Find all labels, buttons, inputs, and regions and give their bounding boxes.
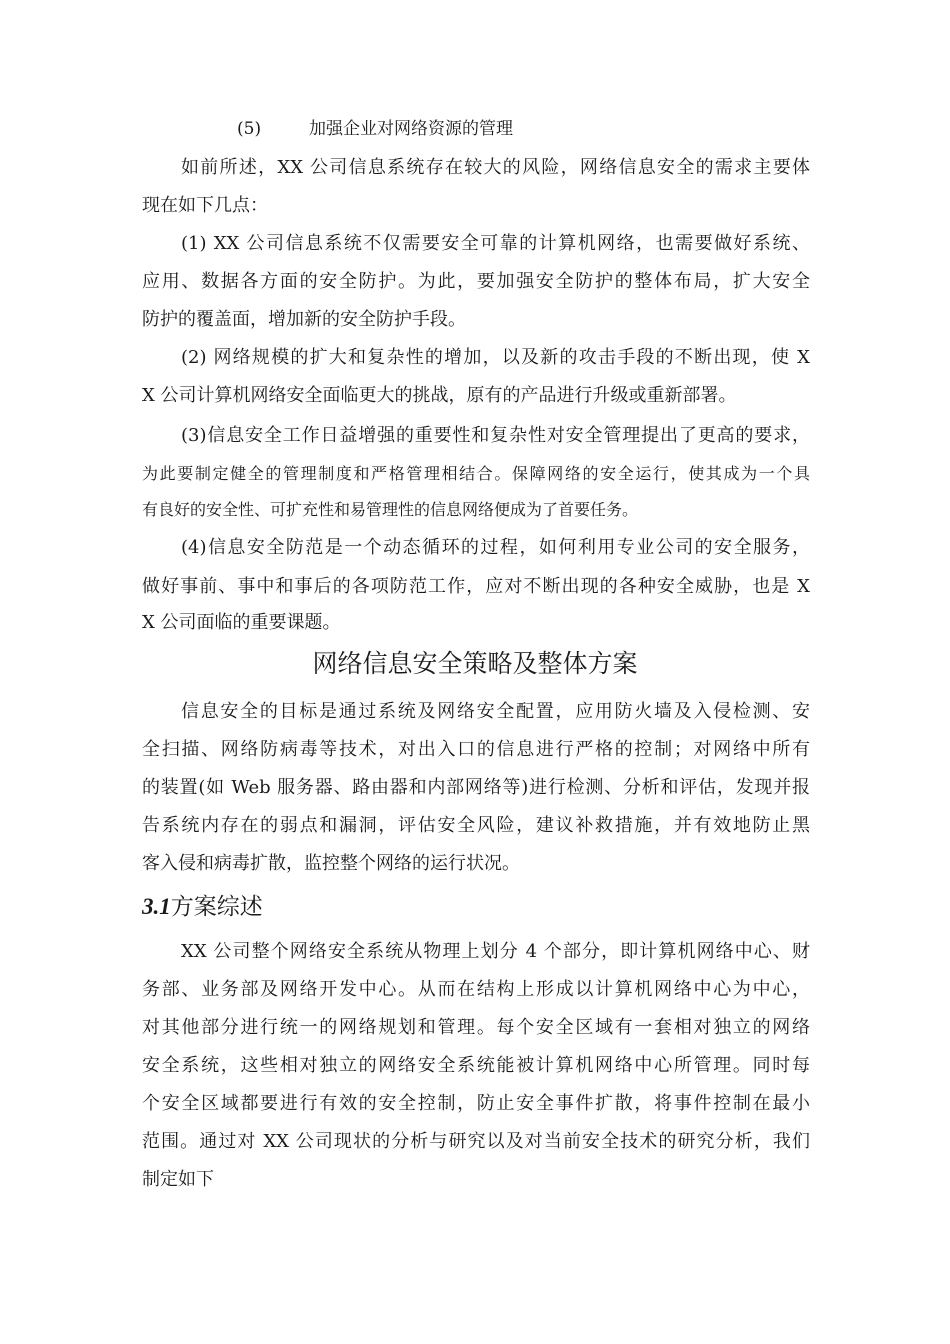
paragraph-line: 现在如下几点： — [142, 195, 268, 216]
list-item-line: (1) XX 公司信息系统不仅需要安全可靠的计算机网络，也需要做好系统、 — [181, 233, 810, 254]
paragraph-line: 个安全区域都要进行有效的安全控制，防止安全事件扩散，将事件控制在最小 — [142, 1093, 810, 1114]
list-item-line: 有良好的安全性、可扩充性和易管理性的信息网络便成为了首要任务。 — [142, 500, 639, 519]
paragraph-line: 如前所述，XX 公司信息系统存在较大的风险，网络信息安全的需求主要体 — [181, 157, 810, 178]
list-item-line: (2) 网络规模的扩大和复杂性的增加，以及新的攻击手段的不断出现，使 X — [181, 347, 810, 368]
list-item-line: (4)信息安全防范是一个动态循环的过程，如何利用专业公司的安全服务， — [181, 537, 810, 558]
item5-number: (5) — [237, 119, 262, 139]
list-item-line: 做好事前、事中和事后的各项防范工作，应对不断出现的各种安全威胁，也是 X — [142, 576, 810, 597]
paragraph-line: 对其他部分进行统一的网络规划和管理。每个安全区域有一套相对独立的网络 — [142, 1017, 810, 1038]
list-item-line: 应用、数据各方面的安全防护。为此，要加强安全防护的整体布局，扩大安全 — [142, 271, 810, 292]
list-item-line: X 公司计算机网络安全面临更大的挑战，原有的产品进行升级或重新部署。 — [142, 385, 737, 406]
item5-text: 加强企业对网络资源的管理 — [309, 119, 513, 139]
paragraph-line: XX 公司整个网络安全系统从物理上划分 4 个部分，即计算机网络中心、财 — [181, 941, 810, 962]
subsection-title: 方案综述 — [170, 894, 263, 920]
section-heading: 网络信息安全策略及整体方案 — [312, 649, 638, 678]
paragraph-line: 客入侵和病毒扩散，监控整个网络的运行状况。 — [142, 853, 520, 874]
paragraph-line: 安全系统，这些相对独立的网络安全系统能被计算机网络中心所管理。同时每 — [142, 1055, 810, 1076]
list-item-line: (3)信息安全工作日益增强的重要性和复杂性对安全管理提出了更高的要求， — [181, 425, 810, 446]
paragraph-line: 告系统内存在的弱点和漏洞，评估安全风险，建议补救措施，并有效地防止黑 — [142, 815, 810, 836]
list-item-line: 防护的覆盖面，增加新的安全防护手段。 — [142, 309, 466, 330]
paragraph-line: 制定如下 — [142, 1169, 214, 1190]
paragraph-line: 全扫描、网络防病毒等技术，对出入口的信息进行严格的控制；对网络中所有 — [142, 739, 810, 760]
subsection-heading — [142, 892, 263, 922]
paragraph-line: 务部、业务部及网络开发中心。从而在结构上形成以计算机网络中心为中心， — [142, 979, 810, 1000]
paragraph-line: 范围。通过对 XX 公司现状的分析与研究以及对当前安全技术的研究分析，我们 — [142, 1131, 810, 1152]
list-item-line: X 公司面临的重要课题。 — [142, 612, 341, 633]
list-item-line: 为此要制定健全的管理制度和严格管理相结合。保障网络的安全运行，使其成为一个具 — [142, 464, 810, 483]
paragraph-line: 信息安全的目标是通过系统及网络安全配置，应用防火墙及入侵检测、安 — [181, 701, 810, 722]
subsection-number: 3.1 — [142, 894, 171, 919]
paragraph-line: 的装置(如 Web 服务器、路由器和内部网络等)进行检测、分析和评估，发现并报 — [142, 777, 810, 798]
